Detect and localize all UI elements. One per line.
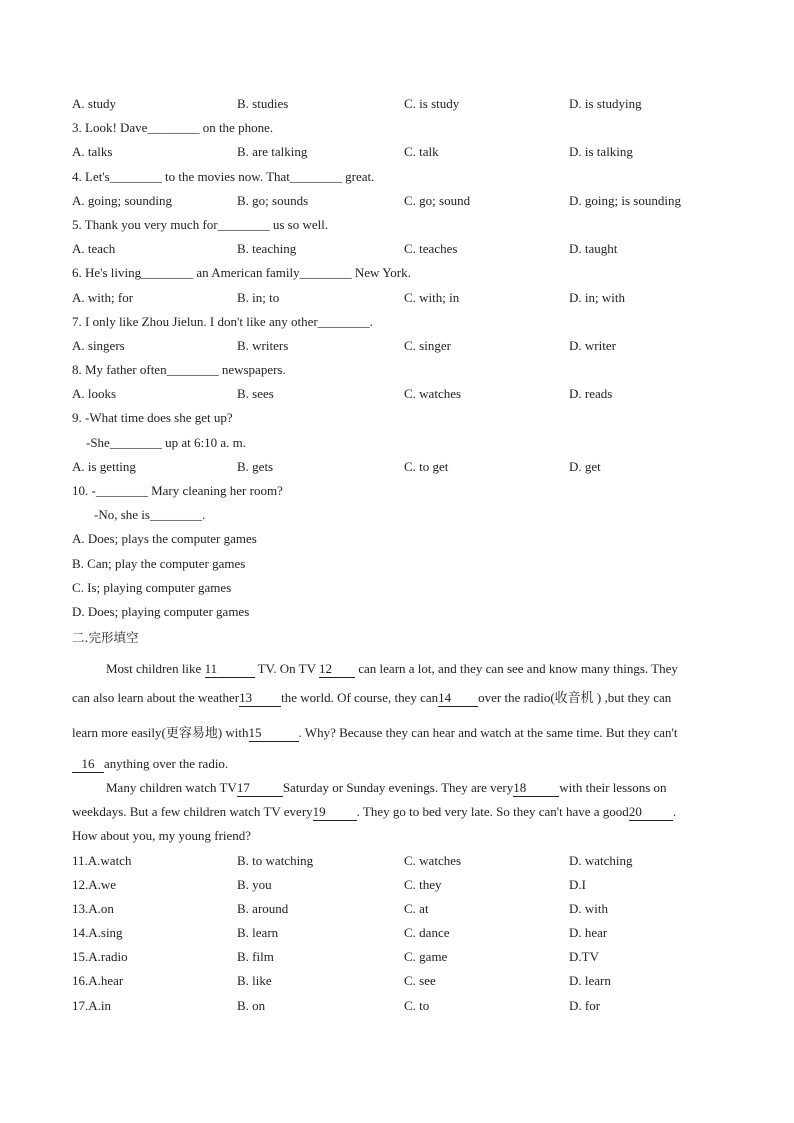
question-stem: 5. Thank you very much for________ us so well. [72,216,329,232]
option-b: B. teaching [237,241,297,257]
option-c: C. go; sound [404,192,471,208]
option-b: B. are talking [237,144,308,160]
option-c: C. game [404,949,448,965]
cloze-options-row [72,873,722,897]
option-a: 14.A.sing [72,925,123,941]
blank-19: 19 [313,804,357,821]
question-stem: 4. Let's________ to the movies now. That________ great. [72,168,375,184]
worksheet-page [72,92,722,1018]
option-b: B. you [237,876,272,892]
option-a: 16.A.hear [72,973,124,989]
passage-text: Saturday or Sunday evenings. They are very [282,780,514,796]
option-b: B. gets [237,458,274,474]
options-row [72,334,722,358]
option-a: A. study [72,96,117,111]
option-b: B. in; to [237,289,280,305]
blank-11: 11 [205,661,255,678]
option-a: 15.A.radio [72,949,128,965]
cloze-options-row [72,897,722,921]
cloze-options-row [72,969,722,993]
option-d: D. watching [569,852,633,868]
question-stem: 9. -What time does she get up? [72,410,233,426]
blank-15: 15 [249,725,299,742]
option-c: C. is study [404,96,460,111]
blank-16: 16 [72,756,104,773]
blank-20: 20 [629,804,673,821]
option-c: C. they [404,876,442,892]
option-b: B. film [237,949,274,965]
passage-text: . [672,804,677,820]
cloze-options-row [72,849,722,873]
option-a: A. going; sounding [72,192,173,208]
option-d: D. in; with [569,289,625,305]
options-row [72,382,722,406]
option-d: D.I [569,876,586,892]
option-a: 12.A.we [72,876,117,892]
passage-line [72,800,722,824]
option-b: B. on [237,997,266,1013]
options-row [72,140,722,164]
option-c: C. talk [404,144,439,160]
option-d: D. going; is sounding [569,192,681,208]
option-b: B. go; sounds [237,192,309,208]
option-d: D. is studying [569,96,642,111]
option-a: A. talks [72,144,113,160]
option-b: B. writers [237,337,289,353]
option-d: D. writer [569,337,616,353]
options-row-q2 [72,92,722,116]
passage-line [72,714,722,752]
cloze-options-row [72,921,722,945]
option-c: C. teaches [404,241,458,257]
passage-text: over the radio(收音机 ) ,but they can [478,690,672,706]
passage-text: the world. Of course, they can [281,690,439,706]
passage-text: TV. On TV [257,661,316,677]
option-d: D. get [569,458,601,474]
passage-text: Many children watch TV [106,780,237,796]
option-b: B. to watching [237,852,314,868]
question-stem: 6. He's living________ an American family________ New York. [72,265,411,281]
blank-18: 18 [513,780,559,797]
options-row [72,189,722,213]
option-a: A. singers [72,337,125,353]
option-d: D. hear [569,925,608,941]
option-c: C. with; in [404,289,460,305]
option-c: C. Is; playing computer games [72,579,232,595]
passage-line [72,681,722,714]
option-d: D. with [569,900,608,916]
option-a: 11.A.watch [72,852,132,868]
passage-text: . Why? Because they can hear and watch at the same time. But they can't [298,725,678,741]
cloze-options-row [72,994,722,1018]
option-a: A. teach [72,241,116,257]
passage-text: can also learn about the weather [72,690,240,706]
option-a: 17.A.in [72,997,111,1013]
option-d: D. for [569,997,601,1013]
passage-text: anything over the radio. [104,756,229,772]
option-d: D. is talking [569,144,633,160]
option-b: B. like [237,973,272,989]
passage-line [72,752,722,776]
options-row [72,286,722,310]
option-a: A. looks [72,386,117,402]
question-reply: -She________ up at 6:10 a. m. [86,434,246,450]
question-stem: 10. -________ Mary cleaning her room? [72,483,283,498]
blank-12: 12 [319,661,355,678]
question-stem: 3. Look! Dave________ on the phone. [72,120,274,136]
passage-text: Most children like [106,661,202,677]
blank-13: 13 [239,690,281,707]
option-b: B. learn [237,925,279,941]
passage-text: with their lessons on [559,780,667,796]
option-c: C. at [404,900,429,916]
option-d: D. reads [569,386,613,402]
option-b: B. Can; play the computer games [72,555,246,571]
options-row [72,237,722,261]
passage-text: weekdays. But a few children watch TV every [72,804,313,820]
option-b: B. studies [237,96,289,111]
option-b: B. sees [237,386,274,402]
cloze-passage [72,657,722,848]
option-d: D. Does; playing computer games [72,603,250,619]
option-a: A. is getting [72,458,136,474]
option-c: C. watches [404,386,462,402]
blank-17: 17 [237,780,283,797]
option-a: A. with; for [72,289,134,305]
option-d: D.TV [569,949,599,965]
passage-text: . They go to bed very late. So they can't have a good [356,804,629,820]
question-stem: 7. I only like Zhou Jielun. I don't like any other________. [72,313,373,329]
question-reply: -No, she is________. [94,507,206,523]
option-a: 13.A.on [72,900,114,916]
passage-text: learn more easily(更容易地) with [72,725,249,741]
option-b: B. around [237,900,289,916]
option-d: D. taught [569,241,618,257]
option-d: D. learn [569,973,611,989]
cloze-options-row [72,945,722,969]
question-stem: 8. My father often________ newspapers. [72,362,286,378]
option-c: C. dance [404,925,450,941]
option-c: C. to get [404,458,449,474]
option-a: A. Does; plays the computer games [72,531,257,547]
option-c: C. to [404,997,430,1013]
blank-14: 14 [438,690,478,707]
passage-line [72,776,722,800]
option-c: C. see [404,973,436,989]
passage-line: How about you, my young friend? [72,828,252,844]
option-c: C. singer [404,337,451,353]
options-row [72,455,722,479]
option-c: C. watches [404,852,462,868]
passage-text: can learn a lot, and they can see and know many things. They [358,661,678,677]
passage-line [72,657,722,681]
section-title: 二.完形填空 [72,630,139,646]
